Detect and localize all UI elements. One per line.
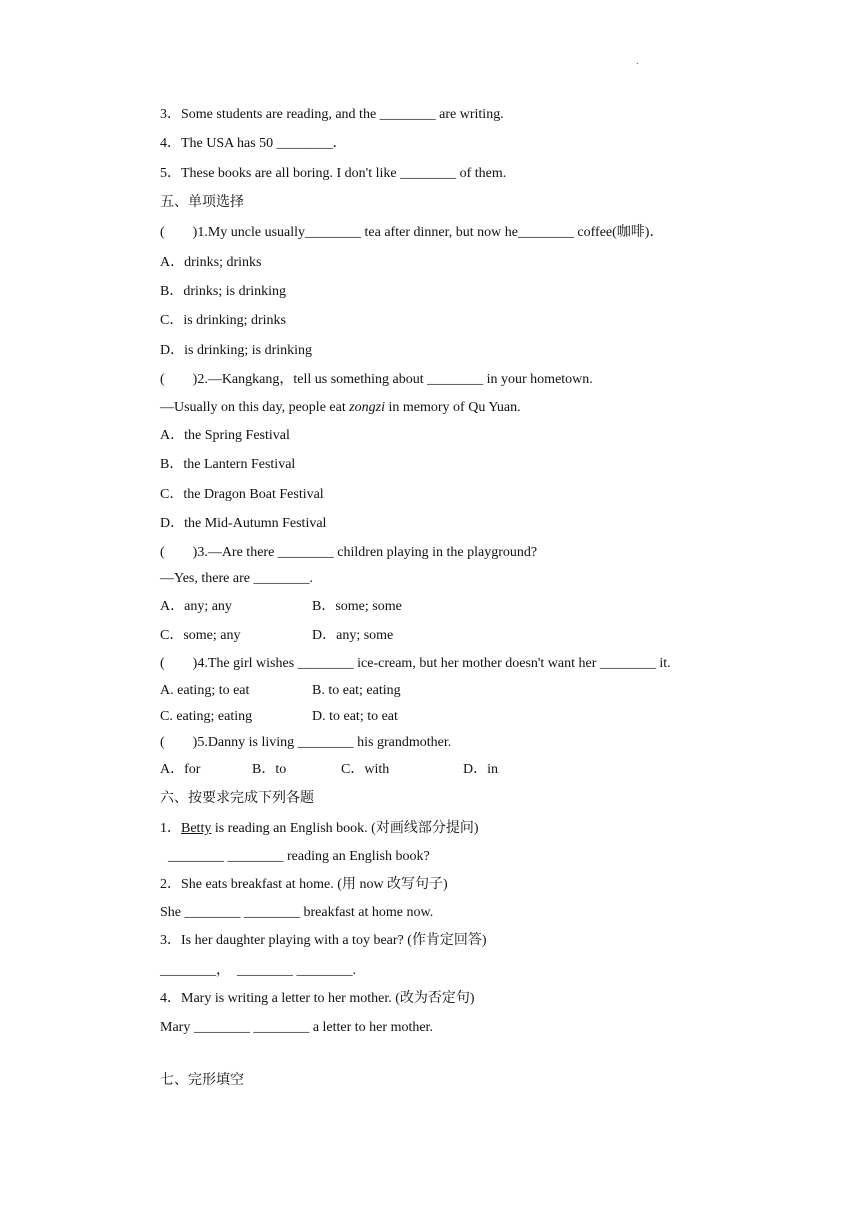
sec6-q4-answer: Mary ________ ________ a letter to her mother.: [160, 1020, 433, 1035]
sec4-q3: 3．Some students are reading, and the ________ are writing.: [160, 107, 504, 122]
sec6-q4-stem: 4．Mary is writing a letter to her mother. (改为否定句): [160, 991, 475, 1006]
corner-mark: .: [636, 56, 639, 67]
sec6-q1-rest: is reading an English book. (对画线部分提问): [211, 821, 479, 836]
sec5-q2-option-d: D．the Mid-Autumn Festival: [160, 516, 327, 531]
sec5-q2-option-c: C．the Dragon Boat Festival: [160, 487, 324, 502]
sec5-q3-option-a: A．any; any: [160, 599, 232, 614]
sec5-q5-option-d: D．in: [463, 762, 498, 777]
sec5-q3-option-d: D．any; some: [312, 628, 394, 643]
sec5-q1-stem: ( )1.My uncle usually________ tea after dinner, but now he________ coffee(咖啡)．: [160, 225, 664, 240]
sec6-q3-answer: ________， ________ ________.: [160, 963, 356, 978]
sec5-q2-line2: [160, 399, 521, 417]
sec7-heading: 七、完形填空: [160, 1073, 244, 1088]
sec5-q1-option-d: D．is drinking; is drinking: [160, 343, 313, 358]
sec6-q1-num: 1．: [160, 821, 181, 836]
sec5-q4-stem: ( )4.The girl wishes ________ ice-cream, but her mother doesn't want her ________ it.: [160, 656, 671, 671]
sec6-heading: 六、按要求完成下列各题: [160, 791, 314, 806]
sec6-q2-answer: She ________ ________ breakfast at home now.: [160, 905, 434, 920]
sec6-q1-stem: [160, 820, 478, 838]
sec5-q2-line2-post: in memory of Qu Yuan.: [385, 400, 521, 415]
sec5-q2-line2-italic: zongzi: [349, 400, 386, 415]
sec5-q4-option-c: C. eating; eating: [160, 709, 253, 724]
sec4-q4: 4．The USA has 50 ________．: [160, 136, 347, 151]
sec5-q4-option-b: B. to eat; eating: [312, 683, 401, 698]
sec6-q3-stem: 3．Is her daughter playing with a toy bear? (作肯定回答): [160, 933, 487, 948]
sec5-q3-option-b: B．some; some: [312, 599, 402, 614]
sec6-q1-answer: ________ ________ reading an English book?: [168, 849, 430, 864]
sec5-heading: 五、单项选择: [160, 195, 244, 210]
sec5-q2-line2-pre: —Usually on this day, people eat: [160, 400, 350, 415]
sec5-q2-option-b: B．the Lantern Festival: [160, 457, 296, 472]
sec5-q2-stem: ( )2.—Kangkang，tell us something about ________ in your hometown.: [160, 372, 593, 387]
sec5-q1-option-c: C．is drinking; drinks: [160, 313, 287, 328]
sec5-q5-option-a: A．for: [160, 762, 201, 777]
sec5-q5-stem: ( )5.Danny is living ________ his grandmother.: [160, 735, 452, 750]
sec6-q1-underlined: Betty: [181, 821, 212, 836]
sec5-q5-option-b: B．to: [252, 762, 287, 777]
sec6-q2-stem: 2．She eats breakfast at home. (用 now 改写句子): [160, 877, 448, 892]
sec5-q1-option-b: B．drinks; is drinking: [160, 284, 287, 299]
sec5-q3-option-c: C．some; any: [160, 628, 241, 643]
sec5-q3-line2: —Yes, there are ________.: [160, 571, 313, 586]
sec5-q3-stem: ( )3.—Are there ________ children playing in the playground?: [160, 545, 538, 560]
sec4-q5: 5．These books are all boring. I don't like ________ of them.: [160, 166, 507, 181]
sec5-q4-option-d: D. to eat; to eat: [312, 709, 398, 724]
sec5-q4-option-a: A. eating; to eat: [160, 683, 250, 698]
sec5-q5-option-c: C．with: [341, 762, 390, 777]
sec5-q2-option-a: A．the Spring Festival: [160, 428, 290, 443]
sec5-q1-option-a: A．drinks; drinks: [160, 255, 262, 270]
